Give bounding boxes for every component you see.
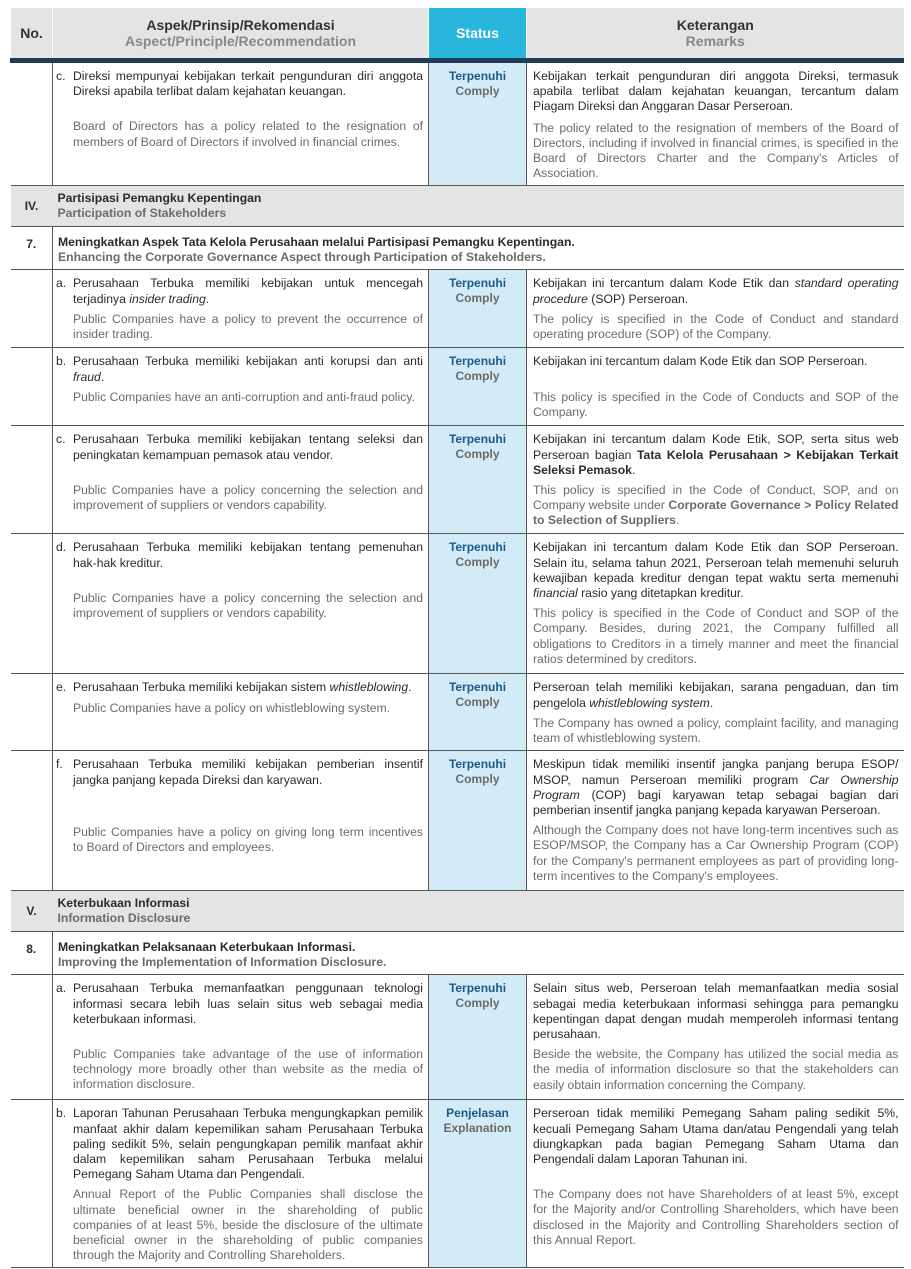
remark-cell: Kebijakan ini tercantum dalam Kode Etik dan standard operating procedure (SOP) Perseroan. The policy is specified in the Code of Conduct and standard operating procedure (SOP) of the Company. bbox=[527, 270, 904, 348]
remark-cell: Kebijakan ini tercantum dalam Kode Etik dan SOP Perseroan. This policy is specified in the Code of Conducts and SOP of the Company. bbox=[527, 348, 904, 426]
status-cell: Terpenuhi Comply bbox=[429, 534, 527, 674]
table-row-7c bbox=[11, 426, 904, 534]
remark-cell: Meskipun tidak memiliki insentif jangka panjang berupa ESOP/ MSOP, namun Perseroan memiliki program Car Ownership Program (COP) bagi karyawan tetap sebagai bagian dari pemberian insentif jangka panjang kepada karyawan Perseroan. Although the Company does not have long-term incentives such as ESOP/MSOP, the Company has a Car Ownership Program (COP) for the Company's permanent employees as part of providing long-term incentives to the Company's employees. bbox=[527, 751, 904, 891]
aspect-cell: d. Perusahaan Terbuka memiliki kebijakan tentang pemenuhan hak-hak kreditur. Public Companies have a policy concerning the selection and improvement of suppliers or vendors capability. bbox=[53, 534, 429, 674]
status-cell: Terpenuhi Comply bbox=[429, 348, 527, 426]
recommendation-row-7 bbox=[11, 227, 904, 270]
remark-cell: Kebijakan ini tercantum dalam Kode Etik, SOP, serta situs web Perseroan bagian Tata Kelola Perusahaan > Kebijakan Terkait Seleksi Pemasok. This policy is specified in the Code of Conduct, SOP, and on Company website under Corporate Governance > Policy Related to Selection of Suppliers. bbox=[527, 426, 904, 534]
header-remarks: Keterangan Remarks bbox=[527, 8, 904, 61]
recommendation-number: 8. bbox=[11, 932, 53, 975]
section-row-iv bbox=[11, 186, 904, 227]
table-row-7f bbox=[11, 751, 904, 891]
aspect-cell: a. Perusahaan Terbuka memiliki kebijakan untuk mencegah terjadinya insider trading. Public Companies have a policy to prevent the occurrence of insider trading. bbox=[53, 270, 429, 348]
gcg-compliance-table bbox=[10, 8, 904, 1268]
recommendation-title: Meningkatkan Aspek Tata Kelola Perusahaan melalui Partisipasi Pemangku Kepentingan. Enhancing the Corporate Governance Aspect through Participation of Stakeholders. bbox=[53, 227, 904, 270]
aspect-cell: a. Perusahaan Terbuka memanfaatkan penggunaan teknologi informasi secara lebih luas selain situs web sebagai media keterbukaan informasi. Public Companies take advantage of the use of information technology more broadly other than website as the media of information disclosure. bbox=[53, 975, 429, 1100]
status-cell: Terpenuhi Comply bbox=[429, 674, 527, 751]
aspect-cell: e. Perusahaan Terbuka memiliki kebijakan sistem whistleblowing. Public Companies have a policy on whistleblowing system. bbox=[53, 674, 429, 751]
aspect-cell: b. Perusahaan Terbuka memiliki kebijakan anti korupsi dan anti fraud. Public Companies have an anti-corruption and anti-fraud policy. bbox=[53, 348, 429, 426]
table-row-8a bbox=[11, 975, 904, 1100]
status-cell: Terpenuhi Comply bbox=[429, 426, 527, 534]
header-status: Status bbox=[429, 8, 527, 61]
recommendation-title: Meningkatkan Pelaksanaan Keterbukaan Informasi. Improving the Implementation of Information Disclosure. bbox=[53, 932, 904, 975]
table-row-7e bbox=[11, 674, 904, 751]
section-row-v bbox=[11, 891, 904, 932]
remark-cell: Selain situs web, Perseroan telah memanfaatkan media sosial sebagai media keterbukaan informasi sehingga para pemangku kepentingan dapat dengan mudah memperoleh informasi tentang perusahaan. Beside the website, the Company has utilized the social media as the media of information disclosure so that the stakeholders can easily obtain information concerning the Company. bbox=[527, 975, 904, 1100]
status-cell: Penjelasan Explanation bbox=[429, 1100, 527, 1268]
table-row-7d bbox=[11, 534, 904, 674]
remark-cell: Perseroan telah memiliki kebijakan, sarana pengaduan, dan tim pengelola whistleblowing system. The Company has owned a policy, complaint facility, and managing team of whistleblowing system. bbox=[527, 674, 904, 751]
section-number: IV. bbox=[11, 186, 53, 227]
table-header bbox=[11, 8, 904, 61]
section-title: Partisipasi Pemangku Kepentingan Participation of Stakeholders bbox=[53, 186, 904, 227]
aspect-cell: c. Direksi mempunyai kebijakan terkait pengunduran diri anggota Direksi apabila terlibat dalam kejahatan keuangan. Board of Directors has a policy related to the resignation of members of Board of Directors if involved in financial crimes. bbox=[53, 61, 429, 186]
aspect-cell: f. Perusahaan Terbuka memiliki kebijakan pemberian insentif jangka panjang kepada Direksi dan karyawan. Public Companies have a policy on giving long term incentives to Board of Directors and employees. bbox=[53, 751, 429, 891]
remark-cell: Kebijakan ini tercantum dalam Kode Etik dan SOP Perseroan. Selain itu, selama tahun 2021, Perseroan telah memenuhi seluruh kewajiban kepada kreditur dengan tepat waktu serta memenuhi financial rasio yang ditetapkan kreditur. This policy is specified in the Code of Conduct and SOP of the Company. Besides, during 2021, the Company fulfilled all obligations to Creditors in a timely manner and meet the financial ratios determined by creditors. bbox=[527, 534, 904, 674]
aspect-cell: b. Laporan Tahunan Perusahaan Terbuka mengungkapkan pemilik manfaat akhir dalam kepemilikan saham Perusahaan Terbuka paling sedikit 5%, selain pengungkapan pemilik manfaat akhir dalam kepemilikan saham Perusahaan Terbuka melalui Pemegang Saham Utama dan Pengendali. Annual Report of the Public Companies shall disclose the ultimate beneficial owner in the shareholding of public companies of at least 5%, beside the disclosure of the ultimate beneficial owner in the shareholding of public companies through the Majority and Controlling Shareholders. bbox=[53, 1100, 429, 1268]
status-cell: Terpenuhi Comply bbox=[429, 975, 527, 1100]
section-title: Keterbukaan Informasi Information Disclosure bbox=[53, 891, 904, 932]
recommendation-number: 7. bbox=[11, 227, 53, 270]
aspect-cell: c. Perusahaan Terbuka memiliki kebijakan tentang seleksi dan peningkatan kemampuan pemasok atau vendor. Public Companies have a policy concerning the selection and improvement of suppliers or vendors capability. bbox=[53, 426, 429, 534]
table-row-6c bbox=[11, 61, 904, 186]
remark-cell: Kebijakan terkait pengunduran diri anggota Direksi, termasuk apabila terlibat dalam kejahatan keuangan, tercantum dalam Piagam Direksi dan Anggaran Dasar Perseroan. The policy related to the resignation of members of the Board of Directors, including if involved in financial crimes, is specified in the Board of Directors Charter and the Company's Articles of Association. bbox=[527, 61, 904, 186]
status-cell: Terpenuhi Comply bbox=[429, 61, 527, 186]
table-row-7b bbox=[11, 348, 904, 426]
status-cell: Terpenuhi Comply bbox=[429, 751, 527, 891]
recommendation-row-8 bbox=[11, 932, 904, 975]
header-aspect: Aspek/Prinsip/Rekomendasi Aspect/Principle/Recommendation bbox=[53, 8, 429, 61]
remark-cell: Perseroan tidak memiliki Pemegang Saham paling sedikit 5%, kecuali Pemegang Saham Utama dan/atau Pengendali yang telah diungkapkan pada bagian Pemegang Saham Utama dan Pengendali dalam Laporan Tahunan ini. The Company does not have Shareholders of at least 5%, except for the Majority and/or Controlling Shareholders, which have been disclosed in the Majority and Controlling Shareholders section of this Annual Report. bbox=[527, 1100, 904, 1268]
table-row-8b bbox=[11, 1100, 904, 1268]
header-no: No. bbox=[11, 8, 53, 61]
status-cell: Terpenuhi Comply bbox=[429, 270, 527, 348]
section-number: V. bbox=[11, 891, 53, 932]
table-row-7a bbox=[11, 270, 904, 348]
gcg-compliance-table-wrapper bbox=[10, 8, 903, 1268]
